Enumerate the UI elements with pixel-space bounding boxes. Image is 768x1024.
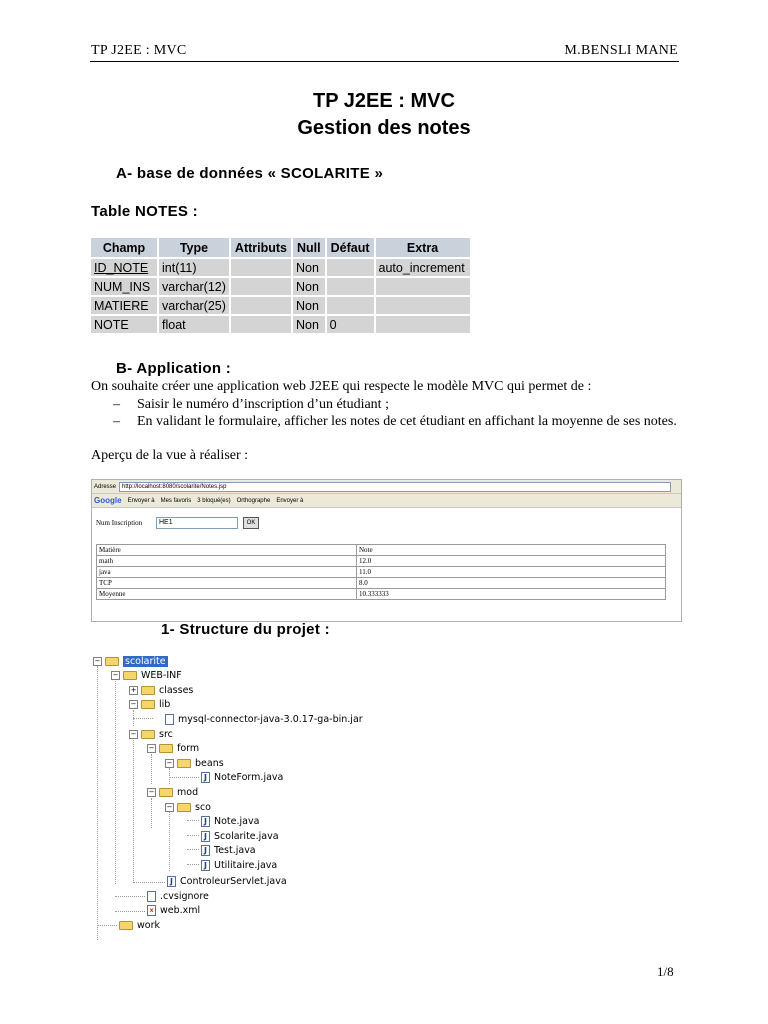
table-row: [97, 556, 666, 567]
page-title: TP J2EE : MVC: [313, 90, 455, 112]
table-cell: ID_NOTE: [90, 258, 158, 277]
toolbar-item[interactable]: Envoyer à: [276, 497, 304, 504]
tree-label: lib: [159, 698, 171, 710]
collapse-icon[interactable]: −: [166, 802, 173, 811]
tree-node-web-inf[interactable]: [111, 668, 182, 682]
table-row: [97, 567, 666, 578]
table-cell: varchar(25): [158, 296, 230, 315]
header-left: TP J2EE : MVC: [91, 43, 187, 58]
table-cell: Non: [292, 315, 326, 334]
table-row: [90, 258, 471, 277]
tree-node-beans[interactable]: [165, 756, 224, 770]
tree-node-note[interactable]: [201, 814, 259, 828]
url-field[interactable]: http://localhost:8080/scolarite/Notes.jsp: [119, 482, 671, 492]
java-file-icon: J: [201, 816, 210, 827]
toolbar-item[interactable]: 3 bloqué(es): [197, 497, 231, 504]
table-cell: Moyenne: [97, 589, 357, 600]
section-b-heading: B- Application :: [116, 360, 232, 377]
header-divider: [90, 61, 679, 62]
folder-open-icon: [141, 700, 155, 709]
table-cell: [375, 277, 471, 296]
page-subtitle: Gestion des notes: [297, 117, 471, 139]
bullet-item: Saisir le numéro d’inscription d’un étudiant ;: [137, 397, 389, 412]
folder-open-icon: [141, 730, 155, 739]
table-row: [97, 578, 666, 589]
table-header-row: [90, 237, 471, 258]
table-cell: [326, 296, 375, 315]
address-bar: [92, 480, 681, 494]
file-icon: [147, 891, 156, 902]
tree-node-test[interactable]: [201, 843, 256, 857]
tree-label: src: [159, 728, 173, 740]
tree-node-noteform[interactable]: [201, 770, 283, 784]
tree-node-lib[interactable]: [129, 697, 170, 711]
google-logo: Google: [94, 496, 122, 505]
folder-open-icon: [159, 744, 173, 753]
col-header: Champ: [90, 237, 158, 258]
table-cell: [230, 315, 292, 334]
table-cell: Non: [292, 258, 326, 277]
collapse-icon[interactable]: −: [166, 758, 173, 767]
table-cell: [230, 277, 292, 296]
col-header: Type: [158, 237, 230, 258]
address-label: Adresse: [94, 483, 117, 490]
collapse-icon[interactable]: −: [94, 656, 101, 665]
java-file-icon: J: [201, 772, 210, 783]
java-file-icon: J: [201, 845, 210, 856]
folder-open-icon: [177, 803, 191, 812]
table-title: Table NOTES :: [91, 203, 198, 220]
page-number: 1/8: [657, 964, 674, 979]
form-label: Num Inscription: [96, 519, 143, 527]
col-header: Défaut: [326, 237, 375, 258]
collapse-icon[interactable]: −: [130, 729, 137, 738]
table-cell: Note: [357, 545, 666, 556]
collapse-icon[interactable]: −: [130, 699, 137, 708]
table-row: [97, 545, 666, 556]
tree-label: .cvsignore: [160, 890, 209, 902]
tree-label: Test.java: [214, 844, 256, 856]
tree-label: Scolarite.java: [214, 830, 279, 842]
apercu-text: Aperçu de la vue à réaliser :: [91, 448, 249, 463]
table-cell: float: [158, 315, 230, 334]
section-a-heading: A- base de données « SCOLARITE »: [116, 165, 384, 182]
project-tree: [93, 652, 413, 942]
collapse-icon[interactable]: −: [148, 743, 155, 752]
file-icon: [165, 714, 174, 725]
table-row: [90, 277, 471, 296]
tree-node-classes[interactable]: [129, 683, 193, 697]
java-file-icon: J: [201, 860, 210, 871]
toolbar-item[interactable]: Orthographe: [236, 497, 271, 504]
header-right: M.BENSLI MANE: [564, 43, 678, 58]
toolbar-item[interactable]: Envoyer à: [127, 497, 155, 504]
table-row: [90, 315, 471, 334]
results-table: [96, 544, 666, 600]
table-cell: varchar(12): [158, 277, 230, 296]
table-cell: [326, 258, 375, 277]
bullet-item: En validant le formulaire, afficher les notes de cet étudiant en affichant la moyenne de ses notes.: [137, 414, 677, 429]
inscription-form: [92, 508, 681, 538]
collapse-icon[interactable]: −: [112, 670, 119, 679]
table-cell: math: [97, 556, 357, 567]
tree-label: NoteForm.java: [214, 771, 284, 783]
collapse-icon[interactable]: −: [148, 787, 155, 796]
table-cell: NOTE: [90, 315, 158, 334]
table-cell: [375, 315, 471, 334]
tree-label: sco: [195, 801, 211, 813]
tree-node-web-xml[interactable]: [147, 903, 200, 917]
table-cell: MATIERE: [90, 296, 158, 315]
col-header: Attributs: [230, 237, 292, 258]
tree-label: mysql-connector-java-3.0.17-ga-bin.jar: [178, 713, 363, 725]
table-cell: Matière: [97, 545, 357, 556]
table-cell: [230, 258, 292, 277]
table-cell: auto_increment: [375, 258, 471, 277]
xml-file-icon: x: [147, 905, 156, 916]
folder-open-icon: [105, 657, 119, 666]
intro-text: On souhaite créer une application web J2EE qui respecte le modèle MVC qui permet de :: [91, 379, 592, 394]
ok-button[interactable]: OK: [243, 517, 259, 529]
table-cell: NUM_INS: [90, 277, 158, 296]
table-row: [90, 296, 471, 315]
table-cell: Non: [292, 296, 326, 315]
table-cell: [230, 296, 292, 315]
tree-label: web.xml: [160, 904, 201, 916]
folder-icon: [119, 921, 133, 930]
tree-label: form: [177, 742, 200, 754]
table-cell: 10.333333: [357, 589, 666, 600]
java-file-icon: J: [167, 876, 176, 887]
tree-label: WEB-INF: [141, 669, 182, 681]
inscription-input[interactable]: HE1: [156, 517, 238, 529]
folder-open-icon: [123, 671, 137, 680]
tree-node-form[interactable]: [147, 741, 199, 755]
table-cell: [326, 277, 375, 296]
tree-label: Utilitaire.java: [214, 859, 278, 871]
expand-icon[interactable]: +: [130, 685, 137, 694]
bullet-dash: –: [113, 414, 120, 429]
tree-node-work[interactable]: [119, 918, 160, 932]
table-cell: TCP: [97, 578, 357, 589]
col-header: Null: [292, 237, 326, 258]
tree-node-mod[interactable]: [147, 785, 198, 799]
folder-icon: [141, 686, 155, 695]
tree-label: classes: [159, 684, 194, 696]
table-cell: java: [97, 567, 357, 578]
tree-label: ControleurServlet.java: [180, 875, 287, 887]
toolbar-item[interactable]: Mes favoris: [160, 497, 192, 504]
tree-node-scolarite-java[interactable]: [201, 829, 279, 843]
notes-table: [89, 236, 472, 335]
tree-node-scolarite[interactable]: [93, 654, 168, 668]
table-row: [97, 589, 666, 600]
tree-label: scolarite: [125, 655, 166, 667]
google-toolbar: [92, 494, 681, 508]
tree-node-src[interactable]: [129, 727, 173, 741]
table-cell: int(11): [158, 258, 230, 277]
table-cell: 12.0: [357, 556, 666, 567]
tree-label: beans: [195, 757, 224, 769]
tree-node-sco[interactable]: [165, 800, 211, 814]
tree-node-jar[interactable]: [165, 712, 363, 726]
tree-node-controleur[interactable]: [167, 874, 287, 888]
col-header: Extra: [375, 237, 471, 258]
java-file-icon: J: [201, 831, 210, 842]
tree-label: Note.java: [214, 815, 260, 827]
bullet-dash: –: [113, 397, 120, 412]
table-cell: 8.0: [357, 578, 666, 589]
tree-label: work: [137, 919, 160, 931]
tree-label: mod: [177, 786, 199, 798]
folder-open-icon: [159, 788, 173, 797]
section-1-heading: 1- Structure du projet :: [161, 621, 330, 638]
tree-node-utilitaire[interactable]: [201, 858, 277, 872]
table-cell: Non: [292, 277, 326, 296]
table-cell: 0: [326, 315, 375, 334]
table-cell: 11.0: [357, 567, 666, 578]
tree-node-cvsignore[interactable]: [147, 889, 209, 903]
table-cell: [375, 296, 471, 315]
folder-open-icon: [177, 759, 191, 768]
